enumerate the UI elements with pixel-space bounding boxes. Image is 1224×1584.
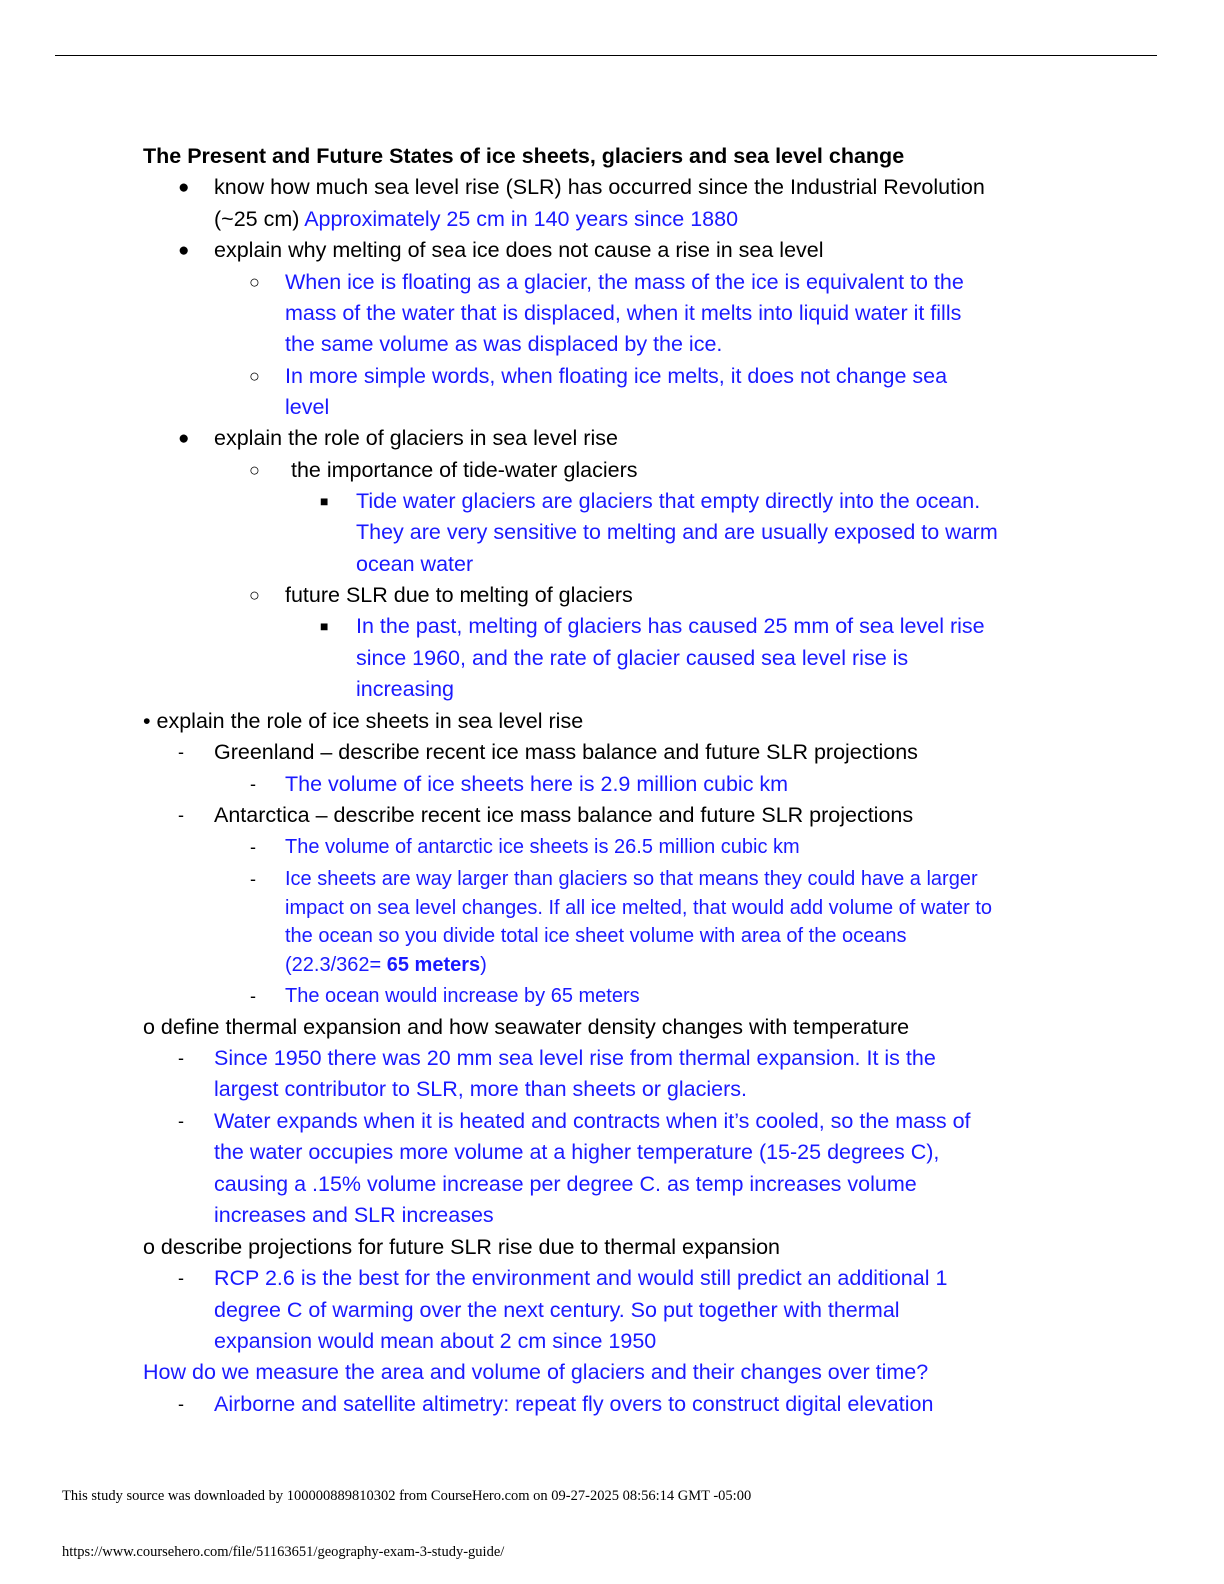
source-note: This study source was downloaded by 100000889810302 from CourseHero.com on 09-27-2025 08:56:14 GMT -05:00: [62, 1488, 752, 1504]
source-url: https://www.coursehero.com/file/51163651/geography-exam-3-study-guide/: [62, 1544, 505, 1560]
dash-marker: -: [178, 805, 184, 825]
square-bullet-marker: ■: [320, 493, 329, 509]
highlight-result: 65 meters: [386, 954, 481, 976]
answer-text: Approximately 25 cm in 140 years since 1880: [304, 207, 739, 231]
bullet-marker: ●: [178, 240, 190, 261]
bullet-marker: ●: [178, 428, 190, 449]
dash-marker: -: [250, 869, 256, 889]
dash-marker: -: [178, 1268, 184, 1288]
square-bullet-marker: ■: [320, 618, 329, 634]
dash-marker: -: [178, 1394, 184, 1414]
header-rule: [55, 55, 1157, 56]
circle-bullet-marker: ○: [249, 585, 260, 605]
dash-marker: -: [178, 742, 184, 762]
dash-marker: -: [250, 774, 256, 794]
dash-marker: -: [250, 986, 256, 1006]
dash-marker: -: [178, 1048, 184, 1068]
dash-marker: -: [178, 1111, 184, 1131]
dash-marker: -: [250, 837, 256, 857]
circle-bullet-marker: ○: [249, 366, 260, 386]
bullet-marker: ●: [178, 177, 190, 198]
circle-bullet-marker: ○: [249, 460, 260, 480]
circle-bullet-marker: ○: [249, 272, 260, 292]
